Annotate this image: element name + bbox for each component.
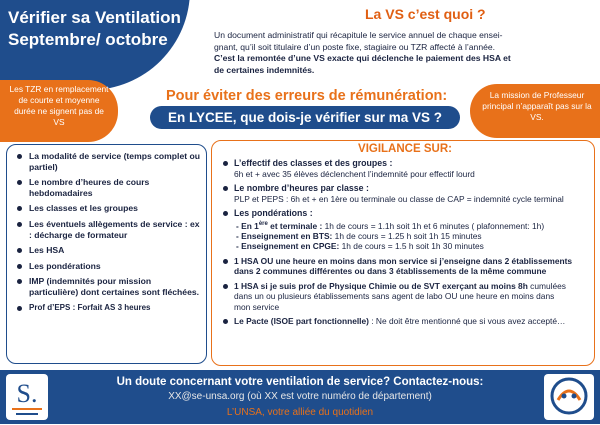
vigilance-title: VIGILANCE SUR:: [358, 143, 452, 155]
svg-text:S.: S.: [16, 379, 38, 408]
checklist-item: Les éventuels allègements de service : ex : décharge de formateur: [15, 219, 202, 240]
what-is-description: Un document administratif qui récapitule le service annuel de chaque ensei- gnant, qu’il soit titulaire d’un poste fixe, stagiaire ou TZR affecté à l’année. C’est la remontée d’une VS exacte qui déclenche le paiement des HSA et de certaines indemnités.: [214, 30, 511, 75]
what-is-title: La VS c’est quoi ?: [365, 6, 486, 22]
checklist-item: Le nombre d’heures de cours hebdomadaires: [15, 177, 202, 198]
vigilance-hsa-etablissements: 1 HSA OU une heure en moins dans mon service si j’enseigne dans 2 établissements dans 2 communes différentes ou dans 3 établissements de la même commune: [222, 256, 588, 277]
vigilance-pacte: Le Pacte (ISOE part fonctionnelle) : Ne doit être mentionné que si vous avez accepté…: [222, 316, 588, 327]
checklist-item: Les classes et les groupes: [15, 203, 202, 214]
tzr-note: Les TZR en remplacement de courte et moyenne durée ne signent pas de VS: [0, 80, 118, 142]
vigilance-ponderations: Les pondérations : - En 1ère et terminale : 1h de cours = 1.1h soit 1h et 6 minutes ( plafonnement: 1h) - Enseignement en BTS: 1h de cours = 1.25 h soit 1h 15 minutes - Enseignement en CPGE: 1h de cours = 1.5 h soit 1h 30 minutes: [222, 208, 588, 252]
checklist-item: La modalité de service (temps complet ou partiel): [15, 151, 202, 172]
lycee-banner: En LYCEE, que dois-je vérifier sur ma VS ?: [150, 106, 460, 129]
checklist-item: Les HSA: [15, 245, 202, 256]
footer-contact-heading: Un doute concernant votre ventilation de service? Contactez-nous:: [116, 376, 484, 388]
vigilance-effectif: L’effectif des classes et des groupes : 6h et + avec 35 élèves déclenchent l’indemnité pour effectif lourd: [222, 158, 588, 179]
vigilance-heures: Le nombre d’heures par classe : PLP et PEPS : 6h et + en 1ère ou terminale ou classe de CAP = indemnité cycle terminal: [222, 183, 588, 204]
footer-slogan: L’UNSA, votre alliée du quotidien: [226, 407, 374, 418]
checklist-item: Prof d’EPS : Forfait AS 3 heures: [15, 303, 202, 314]
unsa-logo: [544, 374, 594, 420]
checklist-panel: [6, 144, 207, 364]
avoid-errors-heading: Pour éviter des erreurs de rémunération:: [166, 88, 448, 104]
vigilance-panel: [211, 140, 595, 366]
footer-email[interactable]: XX@se-unsa.org (où XX est votre numéro de département): [168, 391, 432, 402]
checklist-item: IMP (indemnités pour mission particulière) dont certaines sont fléchées.: [15, 276, 202, 297]
vigilance-labo: 1 HSA si je suis prof de Physique Chimie ou de SVT exerçant au moins 8h cumulées dans un ou plusieurs établissements sans agent de labo OU une heure en moins dans mon service: [222, 281, 588, 313]
professeur-principal-note: La mission de Professeur principal n’apparaît pas sur la VS.: [470, 84, 600, 138]
se-unsa-logo: [6, 374, 48, 420]
page-title-line2: Septembre/ octobre: [8, 30, 168, 49]
checklist-item: Les pondérations: [15, 261, 202, 272]
page-title-line1: Vérifier sa Ventilation de service ( VS): [8, 8, 313, 27]
